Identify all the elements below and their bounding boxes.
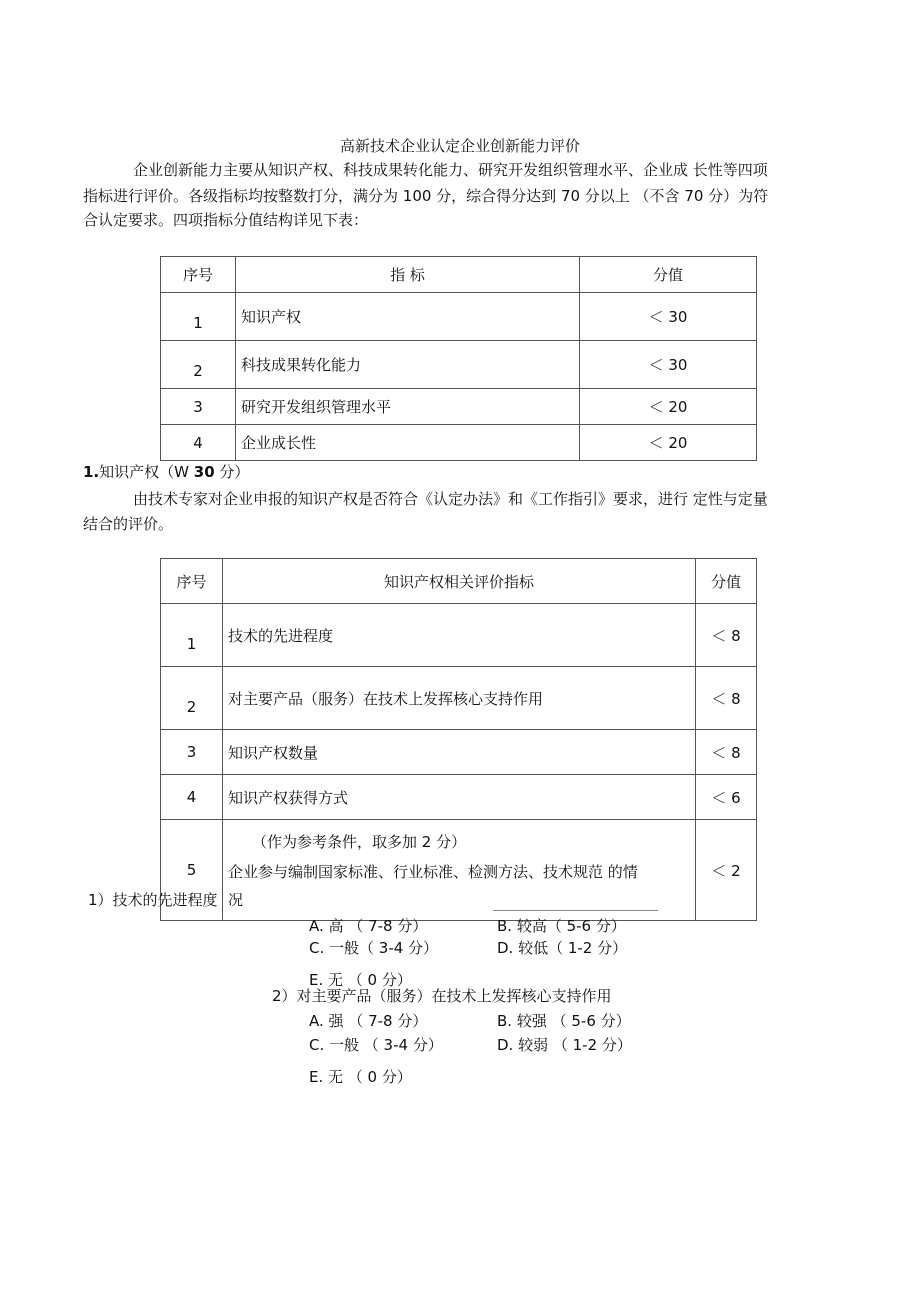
q1-option-e: E. 无 （ 0 分）: [309, 971, 412, 989]
section-1-desc-line-2: 结合的评价。: [83, 515, 174, 533]
q1-option-c: C. 一般（ 3-4 分）: [309, 939, 439, 957]
q2-heading: 2）对主要产品（服务）在技术上发挥核心支持作用: [272, 987, 612, 1005]
row-score: ＜ 20: [580, 389, 757, 425]
row-no: 2: [161, 667, 223, 730]
table-row: [161, 667, 757, 730]
row-no: 2: [161, 341, 236, 389]
table-row: [161, 425, 757, 461]
header-score: 分值: [580, 257, 757, 293]
row-indicator: 对主要产品（服务）在技术上发挥核心支持作用: [223, 667, 696, 730]
row-indicator: 科技成果转化能力: [236, 341, 580, 389]
section-1-limit-value: 30: [193, 463, 215, 481]
row-score: ＜ 8: [696, 667, 757, 730]
q2-option-e: E. 无 （ 0 分）: [309, 1068, 412, 1086]
q2-option-a: A. 强 （ 7-8 分）: [309, 1012, 428, 1030]
row-indicator: 知识产权数量: [223, 730, 696, 775]
row-indicator: 研究开发组织管理水平: [236, 389, 580, 425]
intro-line-1: 企业创新能力主要从知识产权、科技成果转化能力、研究开发组织管理水平、企业成 长性等四项: [133, 161, 768, 179]
row-indicator: 知识产权获得方式: [223, 775, 696, 820]
table-row: [161, 604, 757, 667]
header-score: 分值: [696, 559, 757, 604]
row-no: 3: [161, 389, 236, 425]
q2-option-d: D. 较弱 （ 1-2 分）: [497, 1036, 632, 1054]
q1-option-b: B. 较高（ 5-6 分）: [497, 917, 626, 935]
q1-heading: 1）技术的先进程度: [88, 891, 218, 909]
section-1-heading: [83, 461, 249, 482]
table-row: [161, 341, 757, 389]
row-score: ＜ 30: [580, 293, 757, 341]
page-title: 高新技术企业认定企业创新能力评价: [339, 137, 580, 155]
table-header-row: [161, 257, 757, 293]
header-no: 序号: [161, 257, 236, 293]
score-structure-table: [160, 256, 757, 461]
q2-option-b: B. 较强 （ 5-6 分）: [497, 1012, 631, 1030]
header-indicator: 知识产权相关评价指标: [223, 559, 696, 604]
ip-indicator-table: [160, 558, 757, 921]
row-score: ＜ 2: [696, 820, 757, 921]
row-score: ＜ 8: [696, 604, 757, 667]
header-indicator: 指 标: [236, 257, 580, 293]
row-indicator-line-1: 企业参与编制国家标准、行业标准、检测方法、技术规范 的情: [228, 863, 638, 881]
table-row: [161, 389, 757, 425]
row-score: ＜ 6: [696, 775, 757, 820]
intro-line-3: 合认定要求。四项指标分值结构详见下表：: [83, 211, 369, 229]
row-no: 1: [161, 293, 236, 341]
table-row: [161, 820, 757, 921]
row-score: ＜ 30: [580, 341, 757, 389]
divider-line: [493, 910, 658, 911]
row-indicator: 技术的先进程度: [223, 604, 696, 667]
table-row: [161, 293, 757, 341]
section-1-prefix: 1.: [83, 463, 100, 481]
q2-option-c: C. 一般 （ 3-4 分）: [309, 1036, 443, 1054]
row-indicator: [223, 820, 696, 921]
section-1-desc-line-1: 由技术专家对企业申报的知识产权是否符合《认定办法》和《工作指引》要求，进行 定性与定量: [133, 490, 768, 508]
row-score: ＜ 20: [580, 425, 757, 461]
q1-option-d: D. 较低（ 1-2 分）: [497, 939, 628, 957]
table-header-row: [161, 559, 757, 604]
row-note: （作为参考条件，取多加 2 分）: [252, 833, 467, 851]
q1-option-a: A. 高 （ 7-8 分）: [309, 917, 428, 935]
row-no: 5: [161, 820, 223, 921]
table-row: [161, 775, 757, 820]
row-indicator: 企业成长性: [236, 425, 580, 461]
section-1-limit-symbol: W: [174, 463, 194, 481]
row-no: 4: [161, 425, 236, 461]
header-no: 序号: [161, 559, 223, 604]
row-no: 3: [161, 730, 223, 775]
section-1-suffix: 分）: [214, 463, 250, 481]
table-row: [161, 730, 757, 775]
row-no: 4: [161, 775, 223, 820]
row-no: 1: [161, 604, 223, 667]
row-indicator-line-2: 况: [228, 891, 244, 909]
intro-line-2: 指标进行评价。各级指标均按整数打分，满分为 100 分，综合得分达到 70 分以上 （不含 70 分）为符: [83, 187, 769, 205]
section-1-title: 知识产权（: [99, 463, 175, 481]
row-score: ＜ 8: [696, 730, 757, 775]
row-indicator: 知识产权: [236, 293, 580, 341]
